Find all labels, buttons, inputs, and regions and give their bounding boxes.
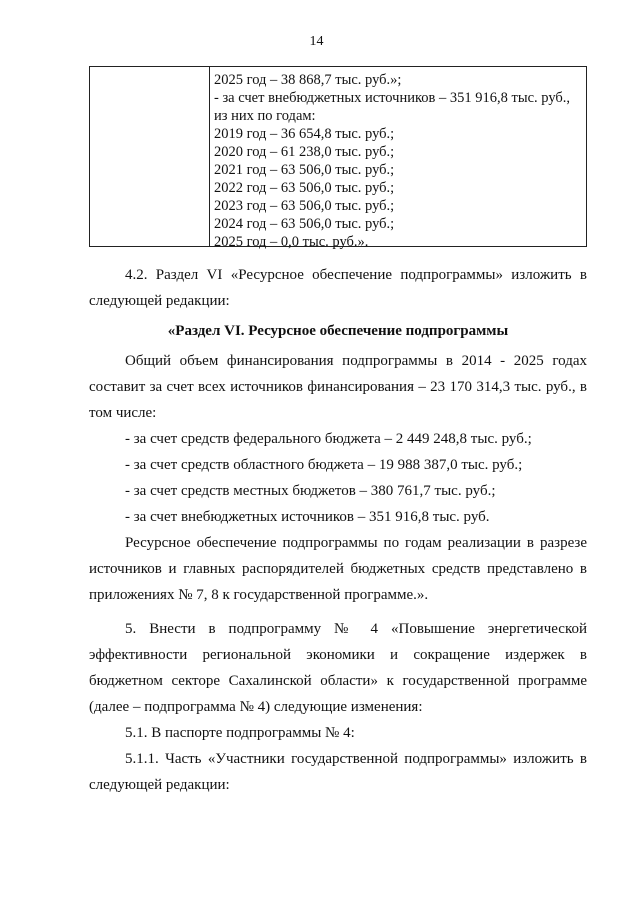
list-item-local: - за счет средств местных бюджетов – 380 761,7 тыс. руб.; [125,483,496,499]
document-body [89,262,587,798]
paragraph-5-1: 5.1. В паспорте подпрограммы № 4: [125,725,355,741]
table-line: из них по годам: [214,108,316,124]
table-line: 2025 год – 38 868,7 тыс. руб.»; [214,72,402,88]
paragraph-5: 5. Внести в подпрограмму № 4 «Повышение энергетической эффективности региональной экономики и сокращение издержек в бюджетном секторе Сахалинской области» к государственной программе (далее – подпрограмма № 4) следующие изменения: [89,621,587,715]
page-number: 14 [309,34,324,49]
table-line: 2025 год – 0,0 тыс. руб.». [214,234,369,250]
table-line: 2019 год – 36 654,8 тыс. руб.; [214,126,395,142]
paragraph-resource: Ресурсное обеспечение подпрограммы по годам реализации в разрезе источников и главных распорядителей бюджетных средств представлено в приложениях № 7, 8 к государственной программе.». [89,535,587,603]
table-line: 2021 год – 63 506,0 тыс. руб.; [214,162,395,178]
list-item-extrabudgetary: - за счет внебюджетных источников – 351 916,8 тыс. руб. [125,509,490,525]
list-item-federal: - за счет средств федерального бюджета – 2 449 248,8 тыс. руб.; [125,431,532,447]
table-line: 2024 год – 63 506,0 тыс. руб.; [214,216,395,232]
table-right-cell [210,67,586,250]
section-heading: «Раздел VI. Ресурсное обеспечение подпрограммы [167,323,509,339]
table-line: 2020 год – 61 238,0 тыс. руб.; [214,144,395,160]
paragraph-total-funding: Общий объем финансирования подпрограммы в 2014 - 2025 годах составит за счет всех источников финансирования – 23 170 314,3 тыс. руб., в том числе: [89,353,587,421]
paragraph-5-1-1: 5.1.1. Часть «Участники государственной подпрограммы» изложить в следующей редакции: [89,751,587,793]
paragraph-4-2: 4.2. Раздел VI «Ресурсное обеспечение подпрограммы» изложить в следующей редакции: [89,267,587,309]
table-line: 2022 год – 63 506,0 тыс. руб.; [214,180,395,196]
list-item-regional: - за счет средств областного бюджета – 19 988 387,0 тыс. руб.; [125,457,523,473]
funding-table [89,66,587,250]
table-left-cell [90,67,210,246]
table-line: - за счет внебюджетных источников – 351 916,8 тыс. руб., [214,90,571,106]
table-line: 2023 год – 63 506,0 тыс. руб.; [214,198,395,214]
